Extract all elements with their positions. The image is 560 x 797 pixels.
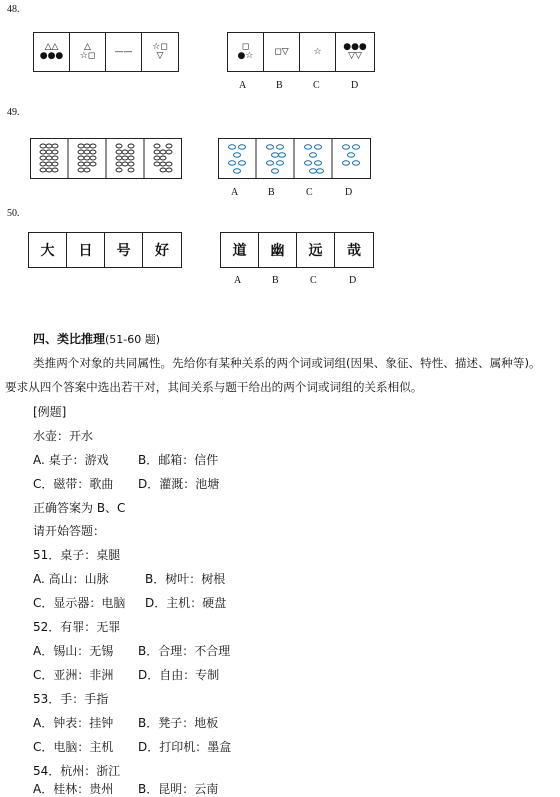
section-heading xyxy=(33,330,160,347)
question-52-option-d[interactable]: D．自由：专制 xyxy=(138,668,220,682)
option-character-b[interactable]: 幽 xyxy=(259,233,297,267)
option-figure-d[interactable] xyxy=(336,33,374,71)
figure-symbols-top: △ xyxy=(84,42,91,52)
figure-symbols-bottom: ▽ xyxy=(156,51,164,61)
option-label-a: A xyxy=(234,275,242,286)
question-50-option-characters xyxy=(220,232,374,268)
option-label-c: C xyxy=(313,80,320,91)
stem-figure-1 xyxy=(34,33,70,71)
question-52-option-b[interactable]: B．合理：不合理 xyxy=(138,644,231,658)
question-54-stem: 54．杭州：浙江 xyxy=(33,764,121,778)
figure-symbols-bottom: ☆◻ xyxy=(79,51,96,61)
option-character-c[interactable]: 远 xyxy=(297,233,335,267)
option-label-d: D xyxy=(345,187,353,198)
stem-character-1: 大 xyxy=(29,233,67,267)
option-label-b: B xyxy=(268,187,275,198)
option-figure-a[interactable] xyxy=(228,33,264,71)
section-title: 四、类比推理 xyxy=(33,332,106,346)
option-figure-c[interactable] xyxy=(300,33,336,71)
question-51-stem: 51．桌子：桌腿 xyxy=(33,548,121,562)
question-53-stem: 53．手：手指 xyxy=(33,692,109,706)
option-label-b: B xyxy=(276,80,283,91)
figure-symbols-bottom: ▽▽ xyxy=(348,51,362,61)
question-53-option-d[interactable]: D．打印机：墨盒 xyxy=(138,740,232,754)
option-label-b: B xyxy=(272,275,279,286)
option-label-c: C xyxy=(310,275,317,286)
option-label-d: D xyxy=(351,80,359,91)
section-title-range: (51-60 题) xyxy=(105,333,161,346)
figure-symbols-top: ☆ xyxy=(313,46,322,57)
question-51-option-c[interactable]: C．显示器：电脑 xyxy=(33,596,126,610)
stem-figure-4 xyxy=(142,33,178,71)
option-figure-b[interactable] xyxy=(264,33,300,71)
question-49-option-figures xyxy=(218,138,371,179)
start-prompt: 请开始答题： xyxy=(33,524,106,538)
intro-line-1: 类推两个对象的共同属性。先给你有某种关系的两个词或词组(因果、象征、特性、描述、属种等)。 xyxy=(33,356,541,370)
option-label-a: A xyxy=(239,80,247,91)
question-52-stem: 52．有罪：无罪 xyxy=(33,620,121,634)
example-stem: 水壶：开水 xyxy=(33,429,94,443)
intro-line-2: 要求从四个答案中选出若干对，其间关系与题干给出的两个词或词组的关系相似。 xyxy=(5,380,423,394)
figure-symbols-bottom: ●●● xyxy=(39,51,64,61)
question-48-stem-figures xyxy=(33,32,179,72)
question-52-option-c[interactable]: C．亚洲：非洲 xyxy=(33,668,114,682)
question-51-option-a[interactable]: A. 高山：山脉 xyxy=(33,572,109,586)
question-50-stem-characters xyxy=(28,232,182,268)
question-49-stem-figures xyxy=(30,138,182,179)
question-49-number: 49. xyxy=(7,107,20,118)
stem-character-4: 好 xyxy=(155,243,169,259)
option-label-c: C xyxy=(306,187,313,198)
option-character-d[interactable]: 哉 xyxy=(347,243,361,259)
stem-figure-2 xyxy=(70,33,106,71)
example-label: [例题] xyxy=(33,405,67,419)
question-53-option-b[interactable]: B．凳子：地板 xyxy=(138,716,219,730)
option-label-a: A xyxy=(231,187,239,198)
question-54-option-a[interactable]: A．桂林：贵州 xyxy=(33,782,114,796)
question-54-option-b[interactable]: B．昆明：云南 xyxy=(138,782,219,796)
stem-character-3: 号 xyxy=(105,233,143,267)
question-52-option-a[interactable]: A．锡山：无锡 xyxy=(33,644,114,658)
stem-character-2: 日 xyxy=(67,233,105,267)
question-48-option-figures xyxy=(227,32,375,72)
figure-symbols-top: ◻ xyxy=(241,42,250,52)
question-53-option-a[interactable]: A．钟表：挂钟 xyxy=(33,716,114,730)
figure-symbols-top: ☆◻ xyxy=(152,42,168,52)
figure-symbols-top: ◻▽ xyxy=(274,46,289,57)
example-answer: 正确答案为 B、C xyxy=(33,501,126,515)
example-option-c: C．磁带：歌曲 xyxy=(33,477,114,491)
question-51-option-d[interactable]: D．主机：硬盘 xyxy=(145,596,227,610)
stem-figure-3 xyxy=(106,33,142,71)
question-53-option-c[interactable]: C．电脑：主机 xyxy=(33,740,114,754)
figure-symbols-top: △△ xyxy=(44,42,59,52)
example-option-a: A. 桌子：游戏 xyxy=(33,453,109,467)
figure-symbols-bottom: ●☆ xyxy=(237,51,254,61)
example-option-b: B．邮箱：信件 xyxy=(138,453,219,467)
option-label-d: D xyxy=(349,275,357,286)
example-option-d: D．灌溉：池塘 xyxy=(138,477,220,491)
figure-symbols-top: ●●● xyxy=(343,42,367,52)
option-character-a[interactable]: 道 xyxy=(221,233,259,267)
question-51-option-b[interactable]: B．树叶：树根 xyxy=(145,572,226,586)
figure-symbols-bottom: —— xyxy=(114,46,133,57)
question-50-number: 50. xyxy=(7,208,20,219)
question-48-number: 48. xyxy=(7,4,20,15)
